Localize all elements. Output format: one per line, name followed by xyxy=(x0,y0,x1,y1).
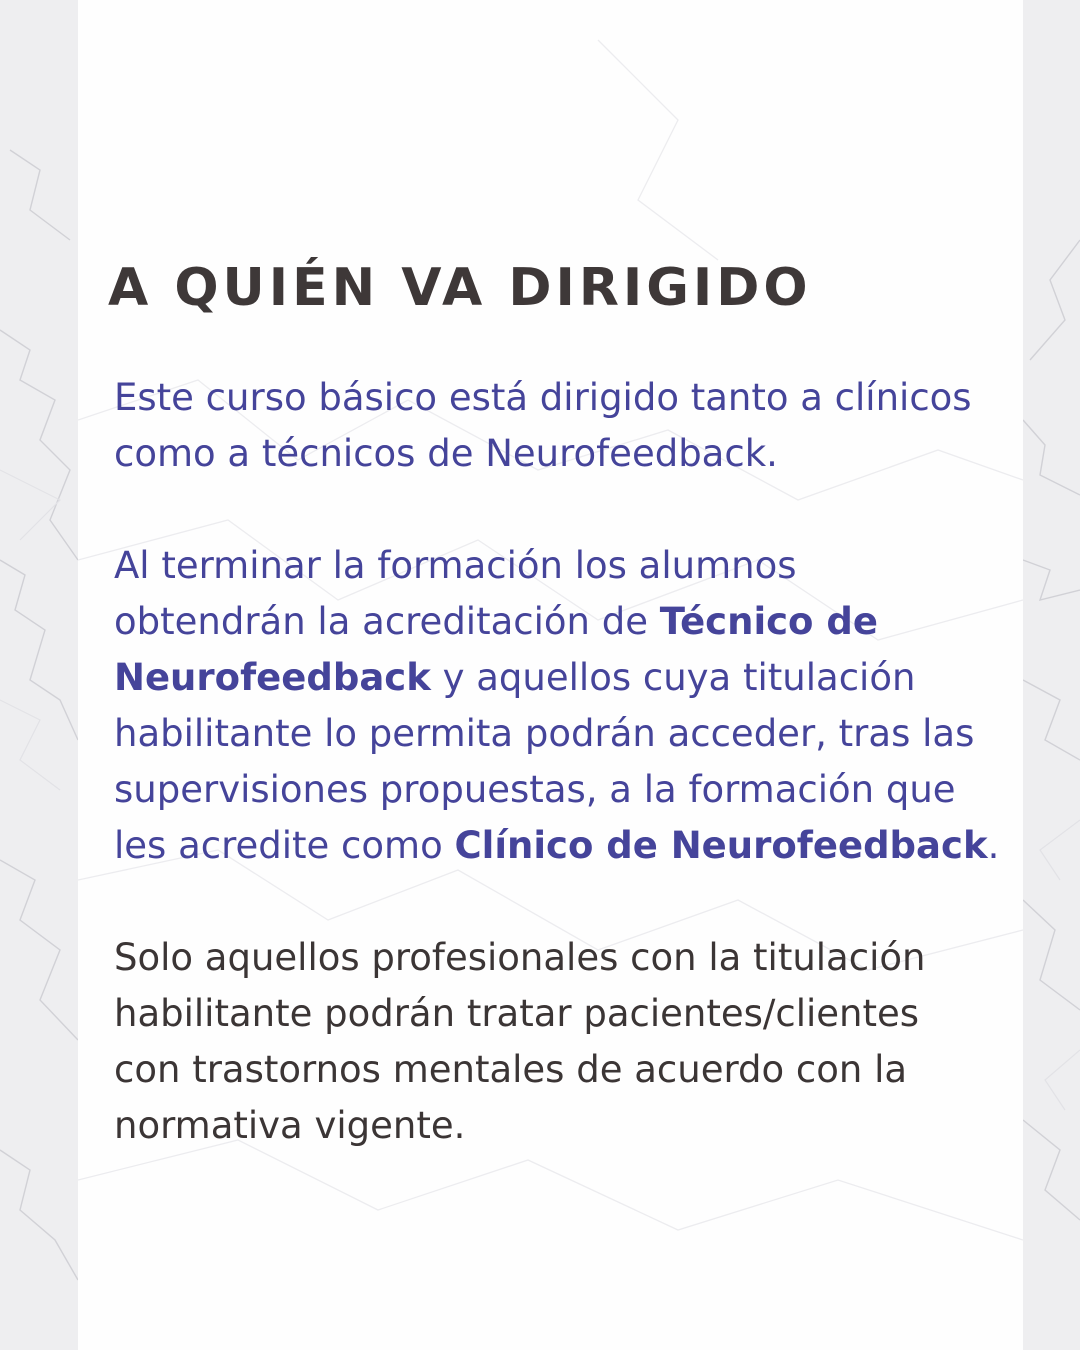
clinician-title: Clínico de Neurofeedback xyxy=(454,824,988,867)
paragraph-audience xyxy=(114,370,994,482)
paragraph-text: y aquellos cuya titulación xyxy=(430,656,916,699)
paragraph-line: Al terminar la formación los alumnos xyxy=(114,544,797,587)
paragraph-line: supervisiones propuestas, a la formación que xyxy=(114,768,956,811)
paragraph-text: obtendrán la acreditación de xyxy=(114,600,660,643)
technician-title: Técnico de xyxy=(659,600,878,643)
technician-title-cont: Neurofeedback xyxy=(114,656,431,699)
paragraph-line xyxy=(114,650,994,706)
paragraph-text: les acredite como xyxy=(114,824,455,867)
paragraph-line xyxy=(114,594,994,650)
paragraph-line: habilitante podrán tratar pacientes/clientes xyxy=(114,992,920,1035)
paragraph-text: . xyxy=(987,824,1000,867)
paragraph-line: habilitante lo permita podrán acceder, tras las xyxy=(114,712,975,755)
paragraph-line: Este curso básico está dirigido tanto a clínicos xyxy=(114,376,972,419)
paragraph-line: normativa vigente. xyxy=(114,1104,466,1147)
paragraph-regulation xyxy=(114,930,994,1154)
paragraph-line: como a técnicos de Neurofeedback. xyxy=(114,432,778,475)
paragraph-line xyxy=(114,818,1000,874)
paragraph-accreditation xyxy=(114,538,1000,874)
paragraph-line: con trastornos mentales de acuerdo con la xyxy=(114,1048,908,1091)
page-title: A QUIÉN VA DIRIGIDO xyxy=(108,258,812,318)
paragraph-line: Solo aquellos profesionales con la titulación xyxy=(114,936,926,979)
